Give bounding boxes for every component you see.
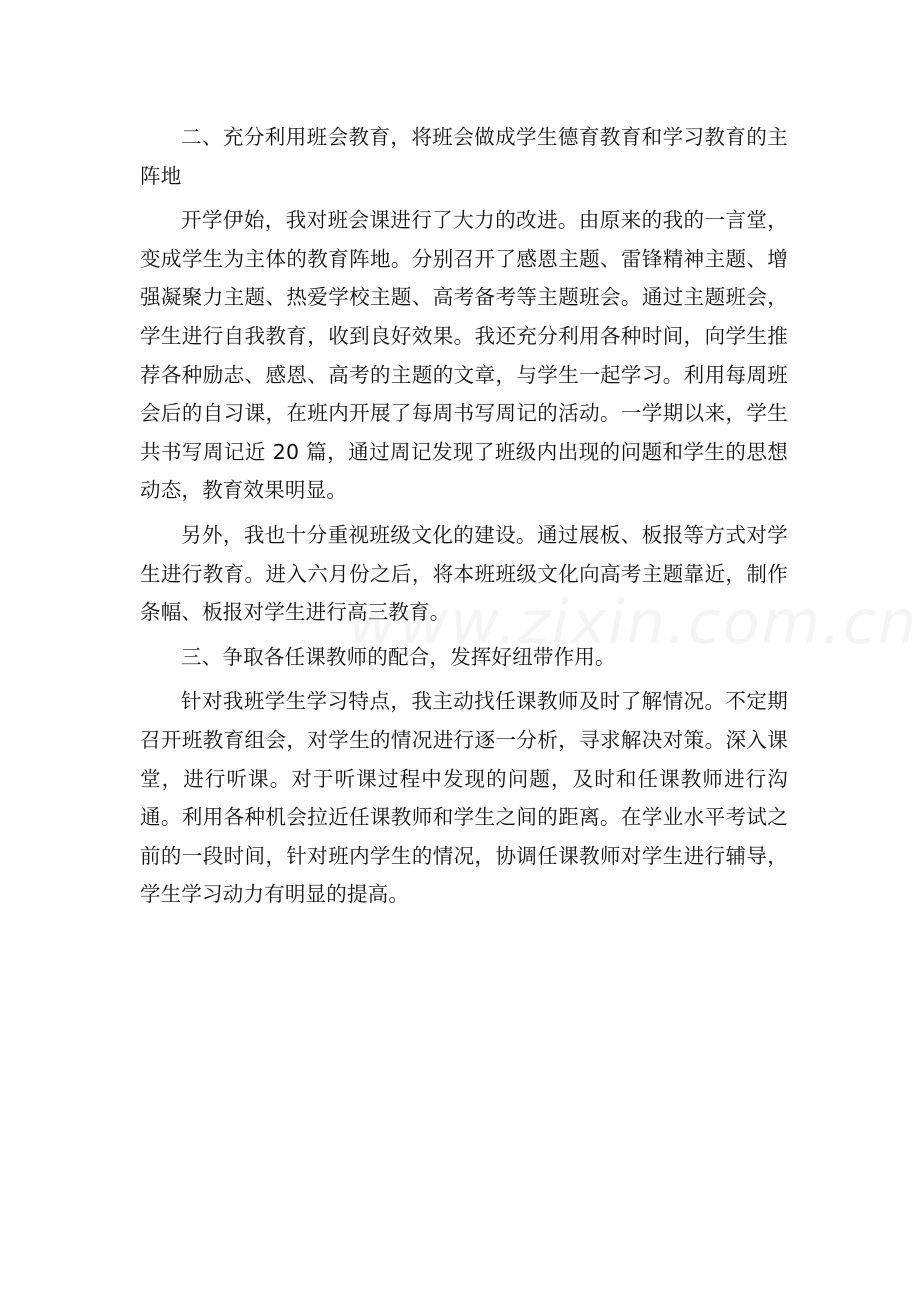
- paragraph-class-meeting: 开学伊始，我对班会课进行了大力的改进。由原来的我的一言堂，变成学生为主体的教育阵地。分别召开了感恩主题、雷锋精神主题、增强凝聚力主题、热爱学校主题、高考备考等主题班会。通过主题班会，学生进行自我教育，收到良好效果。我还充分利用各种时间，向学生推荐各种励志、感恩、高考的主题的文章，与学生一起学习。利用每周班会后的自习课，在班内开展了每周书写周记的活动。一学期以来，学生共书写周记近 20 篇，通过周记发现了班级内出现的问题和学生的思想动态，教育效果明显。: [140, 208, 788, 503]
- paragraph-teacher-cooperation: 针对我班学生学习特点，我主动找任课教师及时了解情况。不定期召开班教育组会，对学生的情况进行逐一分析，寻求解决对策。深入课堂，进行听课。对于听课过程中发现的问题，及时和任课教师进行沟通。利用各种机会拉近任课教师和学生之间的距离。在学业水平考试之前的一段时间，针对班内学生的情况，协调任课教师对学生进行辅导，学生学习动力有明显的提高。: [140, 689, 788, 907]
- paragraph-class-culture: 另外，我也十分重视班级文化的建设。通过展板、板报等方式对学生进行教育。进入六月份之后，将本班班级文化向高考主题靠近，制作条幅、板报对学生进行高三教育。: [140, 522, 788, 625]
- document-body: [140, 118, 788, 920]
- section-heading-2: 二、充分利用班会教育，将班会做成学生德育教育和学习教育的主阵地: [140, 125, 788, 188]
- section-heading-3: 三、争取各任课教师的配合，发挥好纽带作用。: [181, 644, 616, 669]
